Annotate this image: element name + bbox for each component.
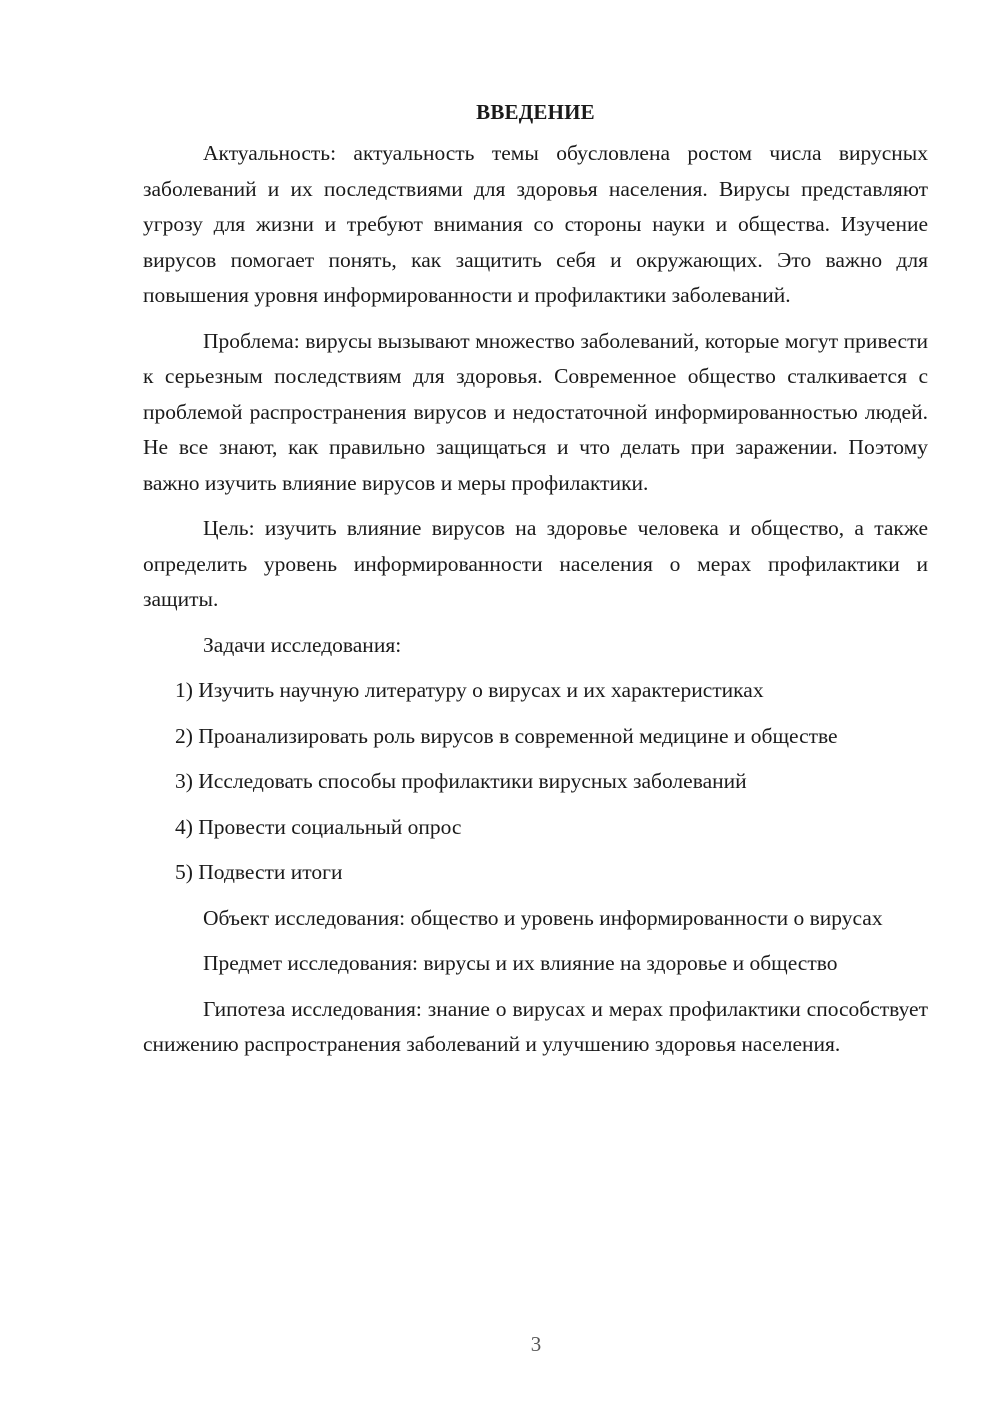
hypothesis-paragraph: Гипотеза исследования: знание о вирусах и мерах профилактики способствует снижению распространения заболеваний и улучшению здоровья населения. — [143, 996, 928, 1056]
page-number: 3 — [530, 1332, 542, 1356]
goal-paragraph: Цель: изучить влияние вирусов на здоровье человека и общество, а также определить уровень информированности населения о мерах профилактики и защиты. — [143, 516, 928, 611]
relevance-paragraph: Актуальность: актуальность темы обусловлена ростом числа вирусных заболеваний и их последствиями для здоровья населения. Вирусы представляют угрозу для жизни и требуют внимания со стороны науки и общества. Изучение вирусов помогает понять, как защитить себя и окружающих. Это важно для повышения уровня информированности и профилактики заболеваний. — [143, 141, 928, 307]
task-item-1: 1) Изучить научную литературу о вирусах и их характеристиках — [175, 678, 764, 702]
task-item-3: 3) Исследовать способы профилактики вирусных заболеваний — [175, 769, 747, 793]
page-title: ВВЕДЕНИЕ — [476, 100, 595, 124]
task-item-5: 5) Подвести итоги — [175, 860, 343, 884]
tasks-heading: Задачи исследования: — [203, 632, 402, 657]
subject-paragraph: Предмет исследования: вирусы и их влияние на здоровье и общество — [203, 951, 838, 975]
page-content — [143, 95, 928, 1073]
problem-paragraph: Проблема: вирусы вызывают множество заболеваний, которые могут привести к серьезным последствиям для здоровья. Современное общество сталкивается с проблемой распространения вирусов и недостаточной информированностью людей. Не все знают, как правильно защищаться и что делать при заражении. Поэтому важно изучить влияние вирусов и меры профилактики. — [143, 328, 928, 495]
object-paragraph: Объект исследования: общество и уровень информированности о вирусах — [203, 905, 883, 930]
task-item-2: 2) Проанализировать роль вирусов в современной медицине и обществе — [175, 723, 838, 748]
task-item-4: 4) Провести социальный опрос — [175, 814, 462, 839]
